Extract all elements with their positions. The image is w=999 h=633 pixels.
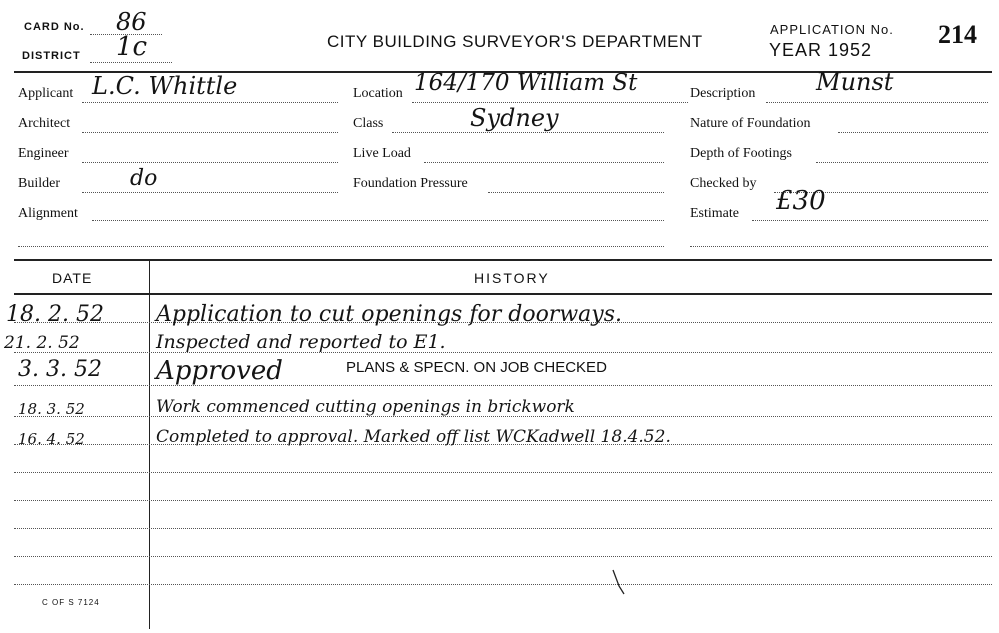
history-date: 3. 3. 52 [18, 357, 102, 382]
history-rule-line [14, 500, 992, 501]
card-no-value: 86 [116, 8, 147, 36]
history-rule-line [14, 472, 992, 473]
history-entry: Work commenced cutting openings in brickwork [156, 397, 575, 417]
history-date: 16. 4. 52 [18, 430, 85, 448]
foundation-pressure-line [488, 192, 664, 193]
class-line [392, 132, 664, 133]
class-value: Sydney [470, 104, 559, 132]
applicant-value: L.C. Whittle [92, 72, 238, 100]
history-header-rule [14, 293, 992, 295]
district-line [90, 62, 172, 63]
date-column-divider [149, 261, 150, 629]
application-no-label: APPLICATION No. [770, 22, 894, 37]
date-column-header: DATE [52, 270, 93, 286]
history-entry: Completed to approval. Marked off list WCKadwell 18.4.52. [156, 427, 671, 447]
alignment-line [92, 220, 664, 221]
description-value: Munst [816, 68, 894, 96]
year-label: YEAR 1952 [769, 40, 873, 60]
builder-line [82, 192, 338, 193]
district-value: 1c [116, 32, 148, 62]
history-entry: Approved [156, 356, 283, 386]
pen-mark [610, 568, 630, 598]
history-rule-line [14, 528, 992, 529]
application-number: 214 [938, 20, 977, 49]
description-label: Description [690, 86, 756, 101]
history-rule-line [14, 556, 992, 557]
checked-by-label: Checked by [690, 176, 757, 191]
district-label: DISTRICT [22, 50, 81, 62]
history-date: 18. 3. 52 [18, 400, 85, 418]
architect-label: Architect [18, 116, 71, 131]
estimate-line [752, 220, 988, 221]
nature-of-foundation-label: Nature of Foundation [690, 116, 811, 131]
alignment-line-2 [18, 246, 664, 247]
department-title: CITY BUILDING SURVEYOR'S DEPARTMENT [327, 32, 703, 51]
nature-of-foundation-line [838, 132, 988, 133]
builder-label: Builder [18, 176, 60, 191]
estimate-label: Estimate [690, 206, 739, 221]
estimate-value: £30 [776, 186, 826, 216]
depth-of-footings-label: Depth of Footings [690, 146, 792, 161]
location-line [412, 102, 688, 103]
history-stamp: PLANS & SPECN. ON JOB CHECKED [346, 359, 607, 376]
history-rule-line [14, 584, 992, 585]
builder-value: do [130, 166, 158, 191]
location-label: Location [353, 86, 403, 101]
history-date: 18. 2. 52 [6, 302, 104, 327]
history-top-rule [14, 259, 992, 261]
class-label: Class [353, 116, 384, 131]
engineer-label: Engineer [18, 146, 69, 161]
architect-line [82, 132, 338, 133]
applicant-line [82, 102, 338, 103]
estimate-line-2 [690, 246, 988, 247]
history-entry: Inspected and reported to E1. [156, 331, 446, 353]
card-no-label: CARD No. [24, 21, 85, 33]
form-code: C OF S 7124 [42, 598, 100, 607]
engineer-line [82, 162, 338, 163]
depth-of-footings-line [816, 162, 988, 163]
history-column-header: HISTORY [474, 270, 550, 286]
live-load-label: Live Load [353, 146, 411, 161]
foundation-pressure-label: Foundation Pressure [353, 176, 468, 191]
history-date: 21. 2. 52 [4, 333, 80, 353]
alignment-label: Alignment [18, 206, 78, 221]
location-value: 164/170 William St [414, 70, 638, 96]
live-load-line [424, 162, 664, 163]
description-line [766, 102, 988, 103]
history-entry: Application to cut openings for doorways. [156, 302, 622, 327]
applicant-label: Applicant [18, 86, 74, 101]
